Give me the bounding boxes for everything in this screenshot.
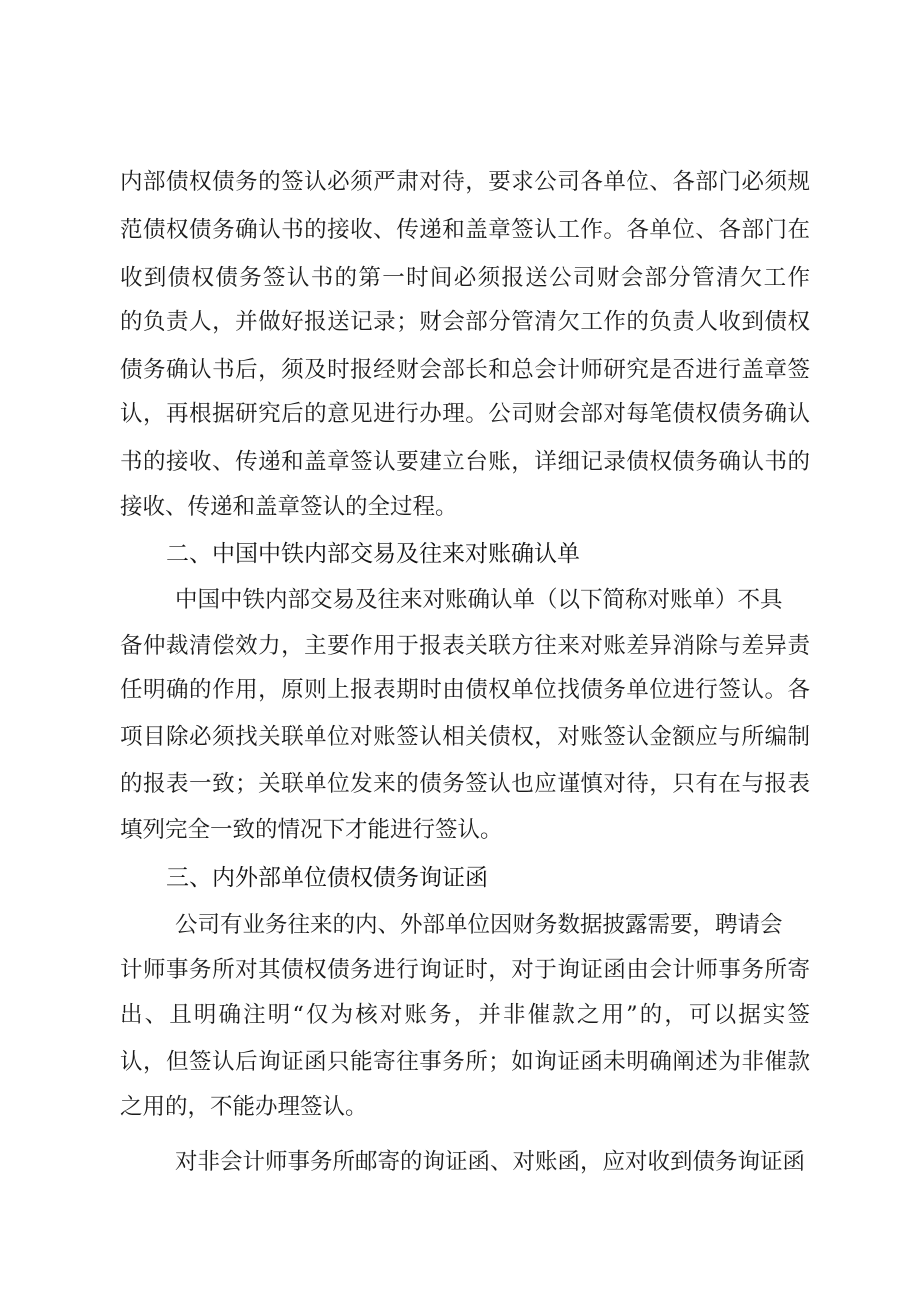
paragraph-line-first: 对非会计师事务所邮寄的询证函、对账函，应对收到债务询证函 <box>175 1149 806 1175</box>
paragraph-line-last: 之用的，不能办理签认。 <box>120 1094 368 1120</box>
paragraph-line: 的报表一致；关联单位发来的债务签认也应谨慎对待，只有在与报表 <box>120 771 810 797</box>
paragraph-line: 内部债权债务的签认必须严肃对待，要求公司各单位、各部门必须规 <box>120 169 810 195</box>
paragraph-line: 认，再根据研究后的意见进行办理。公司财会部对每笔债权债务确认 <box>120 401 810 427</box>
paragraph-line-first: 公司有业务往来的内、外部单位因财务数据披露需要，聘请会 <box>175 912 783 938</box>
paragraph-line: 出、且明确注明“仅为核对账务，并非催款之用”的，可以据实签 <box>120 1002 810 1028</box>
paragraph-line: 计师事务所对其债权债务进行询证时，对于询证函由会计师事务所寄 <box>120 957 810 983</box>
paragraph-line: 收到债权债务签认书的第一时间必须报送公司财会部分管清欠工作 <box>120 265 810 291</box>
paragraph-line: 认，但签认后询证函只能寄往事务所；如询证函未明确阐述为非催款 <box>120 1049 810 1075</box>
paragraph-line: 备仲裁清偿效力，主要作用于报表关联方往来对账差异消除与差异责 <box>120 633 810 659</box>
paragraph-line: 书的接收、传递和盖章签认要建立台账，详细记录债权债务确认书的 <box>120 449 810 475</box>
section-heading-3: 三、内外部单位债权债务询证函 <box>166 865 488 891</box>
paragraph-line: 任明确的作用，原则上报表期时由债权单位找债务单位进行签认。各 <box>120 677 810 703</box>
paragraph-line: 债务确认书后，须及时报经财会部长和总会计师研究是否进行盖章签 <box>120 357 810 383</box>
paragraph-line-last: 填列完全一致的情况下才能进行签认。 <box>120 817 503 843</box>
paragraph-line: 项目除必须找关联单位对账签认相关债权，对账签认金额应与所编制 <box>120 724 810 750</box>
paragraph-line-first: 中国中铁内部交易及往来对账确认单（以下简称对账单）不具 <box>175 587 783 613</box>
paragraph-line: 范债权债务确认书的接收、传递和盖章签认工作。各单位、各部门在 <box>120 217 810 243</box>
paragraph-line-last: 接收、传递和盖章签认的全过程。 <box>120 494 458 520</box>
paragraph-line: 的负责人，并做好报送记录；财会部分管清欠工作的负责人收到债权 <box>120 309 810 335</box>
section-heading-2: 二、中国中铁内部交易及往来对账确认单 <box>166 541 580 567</box>
